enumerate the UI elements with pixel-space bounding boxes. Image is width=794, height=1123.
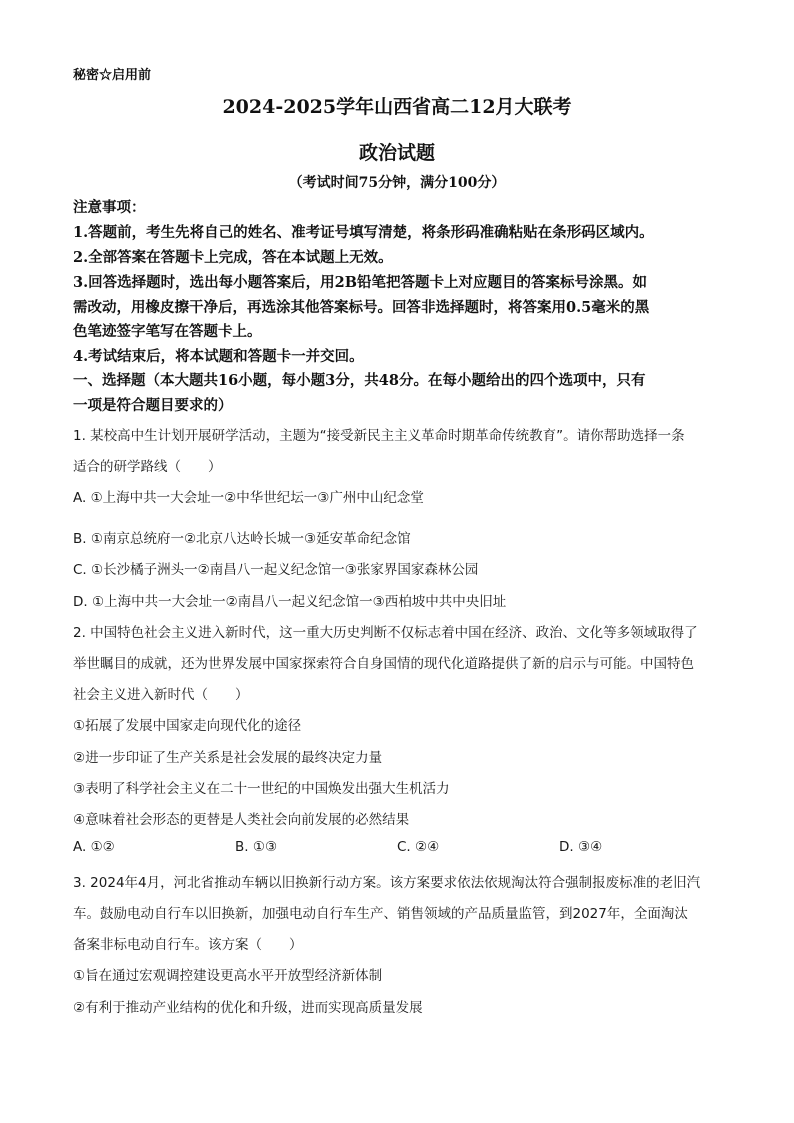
- q2-stem-cont: 社会主义进入新时代（ ）: [73, 687, 249, 703]
- q3-statement: ①旨在通过宏观调控建设更高水平开放型经济新体制: [73, 968, 383, 984]
- q1-option-d: D. ①上海中共一大会址一②南昌八一起义纪念馆一③西柏坡中共中央旧址: [73, 594, 507, 610]
- q2-statement: ④意味着社会形态的更替是人类社会向前发展的必然结果: [73, 812, 410, 828]
- q2-option-d: D. ③④: [559, 839, 603, 855]
- q2-option-b: B. ①③: [235, 839, 278, 855]
- notice-line: 4.考试结束后，将本试题和答题卡一并交回。: [73, 348, 364, 365]
- q1-option-b: B. ①南京总统府一②北京八达岭长城一③延安革命纪念馆: [73, 531, 411, 547]
- q2-stem: 2. 中国特色社会主义进入新时代，这一重大历史判断不仅标志着中国在经济、政治、文化等多领域取得了: [73, 625, 698, 641]
- q2-statement: ③表明了科学社会主义在二十一世纪的中国焕发出强大生机活力: [73, 781, 450, 797]
- notice-heading: 注意事项：: [73, 199, 146, 216]
- notice-line: 需改动，用橡皮擦干净后，再选涂其他答案标号。回答非选择题时，将答案用0.5毫米的黑: [73, 299, 650, 316]
- q2-option-a: A. ①②: [73, 839, 115, 855]
- q2-stem-cont: 举世瞩目的成就，还为世界发展中国家探索符合自身国情的现代化道路提供了新的启示与可能。中国特色: [73, 656, 694, 672]
- q3-statement: ②有利于推动产业结构的优化和升级，进而实现高质量发展: [73, 1000, 423, 1016]
- notice-line: 3.回答选择题时，选出每小题答案后，用2B铅笔把答题卡上对应题目的答案标号涂黑。如: [73, 274, 647, 291]
- q1-stem-cont: 适合的研学路线（ ）: [73, 459, 222, 475]
- q2-statement: ①拓展了发展中国家走向现代化的途径: [73, 718, 302, 734]
- q1-option-c: C. ①长沙橘子洲头一②南昌八一起义纪念馆一③张家界国家森林公园: [73, 562, 479, 578]
- exam-time-info: （考试时间75分钟，满分100分）: [288, 175, 506, 191]
- q1-option-a: A. ①上海中共一大会址一②中华世纪坛一③广州中山纪念堂: [73, 490, 424, 506]
- q3-stem-cont: 备案非标电动自行车。该方案（ ）: [73, 937, 303, 953]
- q2-option-c: C. ②④: [397, 839, 440, 855]
- q2-statement: ②进一步印证了生产关系是社会发展的最终决定力量: [73, 750, 383, 766]
- confidential-label: 秘密☆启用前: [73, 68, 152, 83]
- q3-stem-cont: 车。鼓励电动自行车以旧换新，加强电动自行车生产、销售领域的产品质量监管，到2027年，全面淘汰: [73, 906, 688, 922]
- section-heading: 一、选择题（本大题共16小题，每小题3分，共48分。在每小题给出的四个选项中，只有: [73, 372, 646, 389]
- notice-line: 2.全部答案在答题卡上完成，答在本试题上无效。: [73, 249, 393, 266]
- notice-line: 1.答题前，考生先将自己的姓名、准考证号填写清楚，将条形码准确粘贴在条形码区域内。: [73, 224, 654, 241]
- subject-title: 政治试题: [358, 142, 435, 164]
- notice-line: 色笔迹签字笔写在答题卡上。: [73, 323, 262, 340]
- q3-stem: 3. 2024年4月，河北省推动车辆以旧换新行动方案。该方案要求依法依规淘汰符合强制报废标准的老旧汽: [73, 875, 701, 891]
- section-heading-cont: 一项是符合题目要求的）: [73, 397, 233, 414]
- exam-title: 2024-2025学年山西省高二12月大联考: [222, 96, 572, 118]
- q1-stem: 1. 某校高中生计划开展研学活动，主题为“接受新民主主义革命时期革命传统教育”。请你帮助选择一条: [73, 428, 685, 444]
